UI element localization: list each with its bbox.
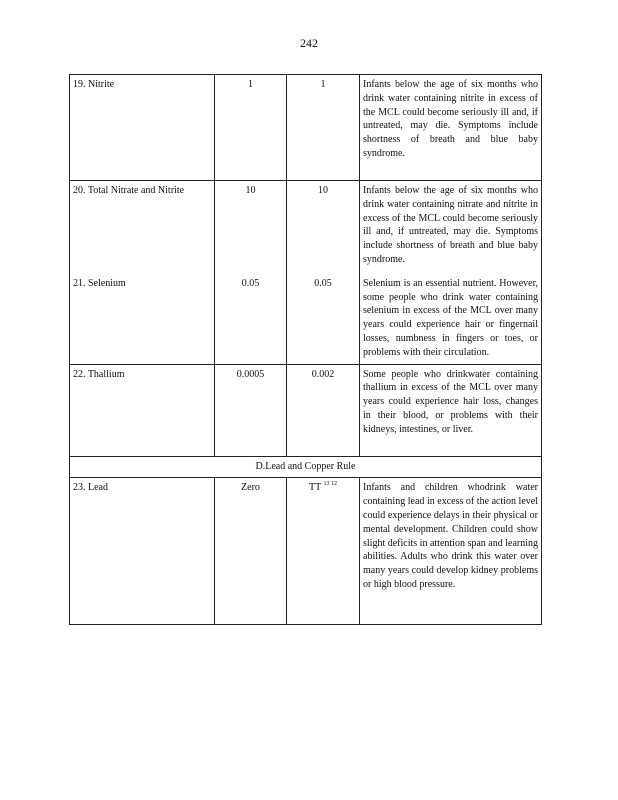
health-effect: Infants below the age of six months who drink water containing nitrite in excess of the MCL could become seriously ill and, if untreated, may die. Symptoms include shortness of breath and blue baby syndrome.	[360, 75, 542, 181]
health-effect-cell	[360, 181, 542, 365]
health-effect: Infants below the age of six months who drink water containing nitrate and nitrite in excess of the MCL could become seriously ill and, if untreated, may die. Symptoms include shortness of breath and blue baby syndrome.	[363, 185, 538, 265]
page-number: 242	[300, 36, 318, 50]
mcl-cell	[287, 181, 360, 365]
contaminant-name: 23. Lead	[70, 478, 215, 625]
mcl-value: 1	[287, 75, 360, 181]
contaminant-name: 21. Selenium	[73, 277, 126, 289]
contaminant-name: 19. Nitrite	[70, 75, 215, 181]
mclg-value: 0.05	[241, 277, 260, 289]
section-heading-row	[70, 456, 542, 478]
mcl-value: TT	[308, 482, 322, 494]
contaminant-name: 20. Total Nitrate and Nitrite	[73, 185, 185, 196]
spacer	[218, 198, 283, 277]
contaminant-name: 22. Thallium	[70, 364, 215, 456]
spacer	[363, 267, 538, 277]
mclg-value: 0.0005	[215, 364, 287, 456]
mclg-value: 1	[215, 75, 287, 181]
section-title: D.Lead and Copper Rule	[70, 456, 542, 478]
mclg-value: Zero	[215, 478, 287, 625]
mcl-value-cell	[287, 478, 360, 625]
contaminant-name-cell	[70, 181, 215, 365]
table-row-thallium	[70, 364, 542, 456]
mcl-value: 0.05	[314, 277, 332, 289]
health-effect: Infants and children whodrink water containing lead in excess of the action level could experience delays in their physical or mental development. Children could show slight deficits in attention span and learning abilities. Adults who drink this water over many years could develop kidney problems or high blood pressure.	[360, 478, 542, 625]
table-row-nitrate-selenium	[70, 181, 542, 365]
mclg-value: 10	[245, 185, 256, 196]
spacer	[73, 198, 211, 277]
mclg-cell	[215, 181, 287, 365]
footnote-reference: 13 12	[323, 481, 338, 488]
mcl-value: 10	[318, 185, 328, 196]
health-effect: Selenium is an essential nutrient. However, some people who drink water containing selenium in excess of the MCL over many years could experience hair or fingernail losses, numbness in fingers or toes, or problems with their circulation.	[363, 277, 538, 358]
mcl-value: 0.002	[287, 364, 360, 456]
table-row-nitrite	[70, 75, 542, 181]
contaminant-table	[69, 74, 542, 625]
spacer	[290, 198, 356, 277]
table-row-lead	[70, 478, 542, 625]
health-effect: Some people who drinkwater containing thallium in excess of the MCL over many years could experience hair loss, changes in their blood, or problems with their kidneys, intestines, or liver.	[360, 364, 542, 456]
